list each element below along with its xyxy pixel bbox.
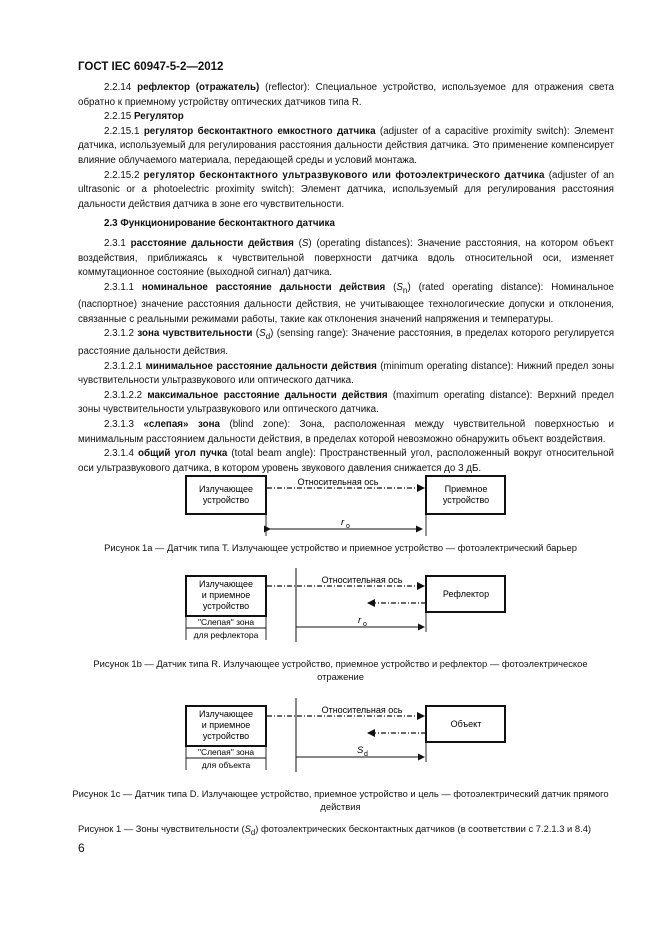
page-number: 6 bbox=[78, 841, 85, 855]
unit-label: устройство bbox=[202, 731, 250, 741]
figure-1c-diagram bbox=[0, 696, 661, 776]
object-label: Объект bbox=[450, 719, 482, 729]
unit-label: Излучающее bbox=[198, 709, 254, 719]
page-header: ГОСТ IEC 60947-5-2—2012 bbox=[78, 61, 224, 73]
figure-1b-diagram bbox=[0, 566, 661, 646]
blind-zone-label: для рефлектора bbox=[193, 630, 259, 640]
unit-label: и приемное bbox=[201, 590, 251, 600]
receiver-label: устройство bbox=[442, 495, 490, 505]
clause-2-2-15: 2.2.15 Регулятор bbox=[104, 111, 184, 123]
figure-1b-caption: Рисунок 1b — Датчик типа R. Излучающее устройство, приемное устройство и рефлектор — фотоэлектрическое отражение bbox=[93, 658, 588, 682]
distance-symbol: r bbox=[358, 615, 362, 626]
blind-zone-label: "Слепая" зона bbox=[197, 617, 255, 627]
distance-symbol: r bbox=[341, 517, 345, 528]
figure-1a bbox=[0, 470, 661, 560]
figure-1c bbox=[0, 696, 661, 816]
clause-2-3-1: 2.3.1 расстояние дальности действия (S) (operating distances): Значение расстояния, на котором объект воздействия, приближаясь к чувствительной поверхности датчика вдоль относительной оси, изменяет коммутационное состояние (выходной сигнал) датчика. bbox=[78, 237, 615, 279]
distance-subscript: o bbox=[363, 621, 367, 628]
clause-2-3-1-1: 2.3.1.1 номинальное расстояние дальности действия $(S_n)$ (rated operating distance): Номинальное (паспортное) значение расстояния дальности действия, не учитывающее технологические допуски и отклонения, связанные с реальными режимами работы, такие как отклонения значений напряжения и температуры. bbox=[78, 281, 614, 325]
receiver-label: Приемное bbox=[444, 484, 488, 494]
term: Регулятор bbox=[133, 111, 184, 123]
clause-2-2-15-2: 2.2.15.2 регулятор бесконтактного ультразвукового или фотоэлектрического датчика (adjuster of an ultrasonic or a photoelectric proximity switch): Элемент датчика, используемый для регулирования расстояния дальности действия датчика в зоне его чувствительности. bbox=[78, 169, 614, 210]
figure-1a-caption: Рисунок 1a — Датчик типа T. Излучающее устройство и приемное устройство — фотоэлектрический барьер bbox=[104, 542, 577, 553]
term: максимальное расстояние дальности действия bbox=[147, 389, 388, 401]
emitter-label: устройство bbox=[202, 495, 250, 505]
distance-subscript: d bbox=[364, 751, 368, 758]
distance-symbol: S bbox=[357, 745, 364, 756]
term: регулятор бесконтактного емкостного датчика bbox=[143, 125, 376, 137]
section-heading: 2.3 Функционирование бесконтактного датчика bbox=[104, 218, 335, 230]
term: минимальное расстояние дальности действия bbox=[145, 360, 377, 372]
clause-2-2-14: 2.2.14 рефлектор (отражатель) (reflector): Специальное устройство, используемое для отражения света обратно к приемному устройству оптических датчиков типа R. bbox=[78, 82, 614, 108]
term: рефлектор (отражатель) bbox=[137, 82, 260, 93]
blind-zone-label: для объекта bbox=[201, 760, 251, 770]
clause-2-3-1-4: 2.3.1.4 общий угол пучка (total beam angle): Пространственный угол, расположенный вокруг относительной оси ультразвукового датчика, в котором уровень звукового давления снижается до 3 дБ. bbox=[78, 448, 615, 474]
figure-1-caption: Рисунок 1 — Зоны чувствительности $(S_d)$ фотоэлектрических бесконтактных датчиков (в соответствии с 7.2.1.3 и 8.4) bbox=[78, 823, 592, 837]
term: расстояние дальности действия bbox=[130, 237, 294, 249]
term: номинальное расстояние дальности действия bbox=[141, 281, 386, 293]
term: зона чувствительности bbox=[137, 328, 253, 340]
clause-2-3-1-3: 2.3.1.3 «слепая» зона (blind zone): Зона, расположенная между чувствительной поверхностью и минимальным расстоянием дальности действия, в пределах которой невозможно обнаружить объект воздействия. bbox=[78, 418, 614, 445]
figure-1b bbox=[0, 566, 661, 686]
reflector-label: Рефлектор bbox=[442, 589, 490, 599]
axis-label: Относительная ось bbox=[297, 477, 379, 487]
term: «слепая» зона bbox=[143, 418, 220, 430]
blind-zone-label: "Слепая" зона bbox=[197, 747, 255, 757]
figure-1c-caption: Рисунок 1c — Датчик типа D. Излучающее устройство, приемное устройство и цель — фотоэлектрический датчик прямого действия bbox=[72, 788, 609, 812]
unit-label: устройство bbox=[202, 601, 250, 611]
distance-subscript: o bbox=[346, 523, 350, 530]
figure-1a-diagram bbox=[0, 470, 661, 540]
clause-2-3-1-2-2: 2.3.1.2.2 максимальное расстояние дальности действия (maximum operating distance): Верхний предел зоны чувствительности ультразвукового или оптического датчика. bbox=[78, 389, 614, 416]
term: регулятор бесконтактного ультразвукового или фотоэлектрического датчика bbox=[143, 169, 545, 181]
clause-2-3-1-2-1: 2.3.1.2.1 минимальное расстояние дальности действия (minimum operating distance): Нижний предел зоны чувствительности ультразвукового или оптического датчика. bbox=[78, 360, 614, 387]
emitter-label: Излучающее bbox=[198, 484, 254, 494]
term: общий угол пучка bbox=[138, 448, 228, 460]
axis-label: Относительная ось bbox=[321, 575, 403, 585]
clause-2-2-15-1: 2.2.15.1 регулятор бесконтактного емкостного датчика (adjuster of a capacitive proximity switch): Элемент датчика, используемый для регулирования расстояния дальности действия датчика. Это применение компенсирует влияние облучаемого материала, передающей среды и условий монтажа. bbox=[78, 125, 614, 166]
axis-label: Относительная ось bbox=[321, 705, 403, 715]
document-body bbox=[78, 81, 614, 476]
unit-label: и приемное bbox=[201, 720, 251, 730]
unit-label: Излучающее bbox=[198, 579, 254, 589]
clause-2-3-1-2: 2.3.1.2 зона чувствительности $(S_d)$ (sensing range): Значение расстояния, в пределах которого регулируется расстояние дальности действия. bbox=[78, 328, 614, 357]
